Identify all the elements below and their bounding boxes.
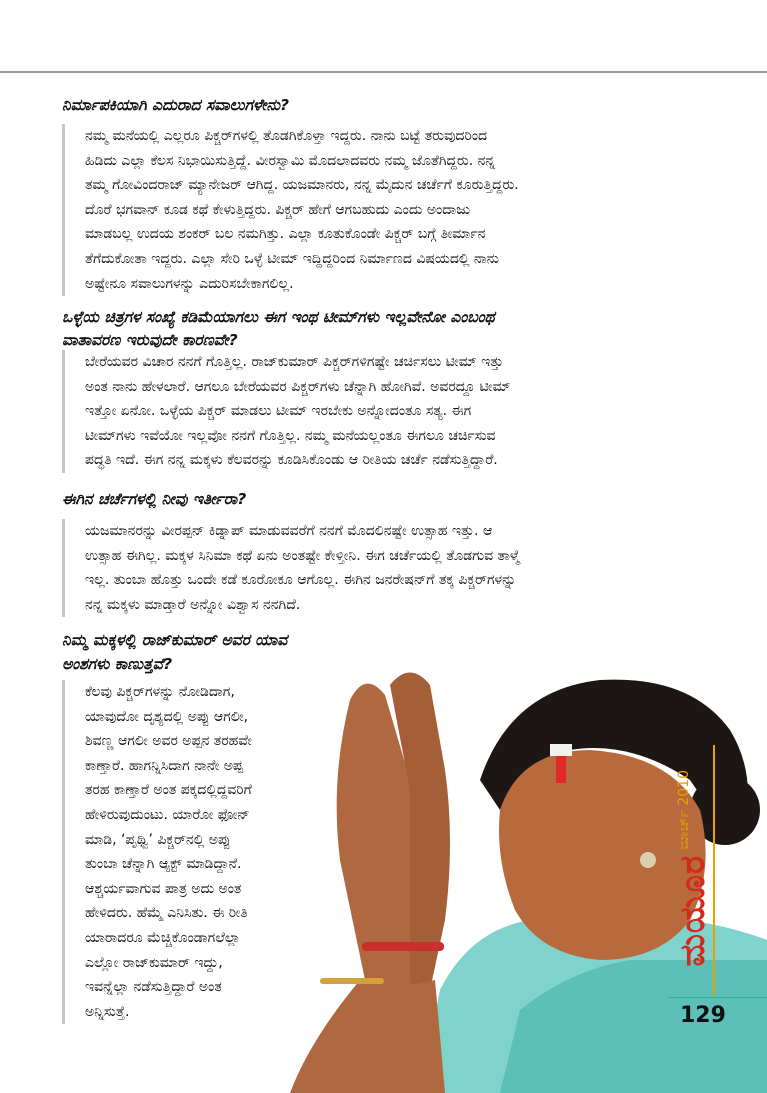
question-1: ನಿರ್ಮಾಪಕಿಯಾಗಿ ಎದುರಾದ ಸವಾಲುಗಳೇನು?: [62, 96, 290, 114]
question-2: ಒಳ್ಳೆಯ ಚಿತ್ರಗಳ ಸಂಖ್ಯೆ ಕಡಿಮೆಯಾಗಲು ಈಗ ಇಂಥ ಟೀಮ್‌ಗಳು ಇಲ್ಲವೇನೋ ಎಂಬಂಥ: [62, 308, 495, 326]
answer-line: ಯಜಮಾನರನ್ನು ವೀರಪ್ಪನ್ ಕಿಡ್ನಾಪ್ ಮಾಡುವವರೆಗೆ ನನಗೆ ಮೊದಲಿನಷ್ಟೇ ಉತ್ಸಾಹ ಇತ್ತು. ಆ: [85, 523, 493, 539]
question-3: ಈಗಿನ ಚರ್ಚೆಗಳಲ್ಲಿ ನೀವು ಇರ್ತೀರಾ?: [62, 490, 247, 508]
answer-line: ಇವನ್ನೆಲ್ಲಾ ನಡೆಸುತ್ತಿದ್ದಾರೆ ಅಂತ: [85, 979, 222, 996]
top-rule: [0, 71, 767, 73]
answer-line: ತಮ್ಮ ಗೋವಿಂದರಾಜ್ ಮ್ಯಾನೇಜರ್ ಆಗಿದ್ದ. ಯಜಮಾನರು, ನನ್ನ ಮೈದುನ ಚರ್ಚೆಗೆ ಕೂರುತ್ತಿದ್ದರು.: [85, 177, 519, 194]
accent-rule: [713, 745, 715, 995]
answer-line: ಟೀಮ್‌ಗಳು ಇವೆಯೋ ಇಲ್ಲವೋ ನನಗೆ ಗೊತ್ತಿಲ್ಲ. ನಮ್ಮ ಮನೆಯಲ್ಲಂತೂ ಈಗಲೂ ಚರ್ಚಿಸುವ: [85, 427, 496, 444]
answer-line: ಯಾರಾದರೂ ಮೆಚ್ಚಿಕೊಂಡಾಗಲೆಲ್ಲಾ: [85, 929, 241, 946]
answer-line: ಪದ್ಧತಿ ಇದೆ. ಈಗ ನನ್ನ ಮಕ್ಕಳು ಕೆಲವರನ್ನು ಕೂಡಿಸಿಕೊಂಡು ಆ ರೀತಿಯ ಚರ್ಚೆ ನಡೆಸುತ್ತಿದ್ದಾರೆ.: [85, 452, 498, 469]
question-4-cont: ಅಂಶಗಳು ಕಾಣುತ್ತವೆ?: [62, 655, 173, 673]
answer-line: ಇತ್ತೋ ಏನೋ. ಒಳ್ಳೆಯ ಪಿಕ್ಚರ್ ಮಾಡಲು ಟೀಮ್ ಇರಬೇಕು ಅನ್ನೋದಂತೂ ಸತ್ಯ. ಈಗ: [85, 403, 472, 420]
answer-line: ತೆಗೆದುಕೋತಾ ಇದ್ದರು. ಎಲ್ಲಾ ಸೇರಿ ಒಳ್ಳೆ ಟೀಮ್ ಇದ್ದಿದ್ದರಿಂದ ನಿರ್ಮಾಣದ ವಿಷಯದಲ್ಲಿ ನಾನು: [85, 250, 499, 267]
answer-line: ತರಹ ಕಾಣ್ತಾರೆ ಅಂತ ಪಕ್ಕದಲ್ಲಿದ್ದವರಿಗೆ: [85, 782, 252, 799]
answer-4: [62, 680, 385, 1024]
answer-line: ಅಷ್ಟೇನೂ ಸವಾಲುಗಳನ್ನು ಎದುರಿಸಬೇಕಾಗಲಿಲ್ಲ.: [85, 275, 294, 292]
answer-line: ಆಶ್ಚರ್ಯವಾಗುವ ಪಾತ್ರ ಅದು ಅಂತ: [85, 880, 242, 897]
answer-line: ತುಂಬಾ ಚೆನ್ನಾಗಿ ಆ್ಯಕ್ಟ್ ಮಾಡಿದ್ದಾನೆ.: [85, 856, 242, 873]
question-2-cont: ವಾತಾವರಣ ಇರುವುದೇ ಕಾರಣವೇ?: [62, 331, 238, 349]
answer-line: ಕೆಲವು ಪಿಕ್ಚರ್‌ಗಳನ್ನು ನೋಡಿದಾಗ,: [85, 684, 235, 700]
answer-line: ಅನ್ನಿಸುತ್ತೆ.: [85, 1003, 130, 1020]
answer-line: ನಮ್ಮ ಮನೆಯಲ್ಲಿ ಎಲ್ಲರೂ ಪಿಕ್ಚರ್‌ಗಳಲ್ಲಿ ತೊಡಗಿಕೊಳ್ತಾ ಇದ್ದರು. ನಾನು ಬಟ್ಟೆ ತರುವುದರಿಂದ: [85, 128, 488, 144]
answer-line: ಅಂತ ನಾನು ಹೇಳಲಾರೆ. ಆಗಲೂ ಬೇರೆಯವರ ಪಿಕ್ಚರ್‌ಗಳು ಚೆನ್ನಾಗಿ ಹೋಗಿವೆ. ಅವರದ್ದೂ ಟೀಮ್: [85, 378, 511, 395]
answer-line: ಮಾಡಬಲ್ಲ ಉದಯ ಶಂಕರ್ ಬಲ ನಮಗಿತ್ತು. ಎಲ್ಲಾ ಕೂತುಕೊಂಡೇ ಪಿಕ್ಚರ್ ಬಗ್ಗೆ ತೀರ್ಮಾನ: [85, 226, 486, 243]
footer-rule: [668, 997, 767, 998]
magazine-name: ಮಯೂರ: [673, 855, 713, 967]
answer-2: [62, 350, 685, 473]
page-number: 129: [680, 1003, 726, 1028]
answer-line: ಮಾಡಿ, ‘ಪೃಥ್ವಿ’ ಪಿಕ್ಚರ್‌ನಲ್ಲಿ ಅಪ್ಪು: [85, 831, 231, 848]
answer-line: ಉತ್ಸಾಹ ಈಗಿಲ್ಲ. ಮಕ್ಕಳ ಸಿನಿಮಾ ಕಥೆ ಏನು ಅಂತಷ್ಟೇ ಕೇಳ್ತೀನಿ. ಈಗ ಚರ್ಚೆಯಲ್ಲಿ ತೊಡಗುವ ತಾಳ್ಮೆ: [85, 547, 520, 564]
answer-1: [62, 124, 685, 296]
answer-3: [62, 519, 685, 617]
magazine-logo: [673, 855, 711, 990]
answer-line: ಇಲ್ಲ. ತುಂಬಾ ಹೊತ್ತು ಒಂದೇ ಕಡೆ ಕೂರೋಕೂ ಆಗೊಲ್ಲ. ಈಗಿನ ಜನರೇಷನ್‌ಗೆ ತಕ್ಕ ಪಿಕ್ಚರ್‌ಗಳನ್ನು: [85, 572, 517, 589]
issue-date: ಮಾರ್ಚ್ 2010: [676, 770, 692, 850]
answer-line: ಹೇಳಿರುವುದುಂಟು. ಯಾರೋ ಫೋನ್: [85, 806, 250, 823]
answer-line: ಕಾಣ್ತಾರೆ. ಹಾಗನ್ನಿಸಿದಾಗ ನಾನೇ ಅಪ್ಪ: [85, 757, 244, 774]
answer-line: ಎಲ್ಲೋ ರಾಜ್‌ಕುಮಾರ್ ಇದ್ದು,: [85, 954, 223, 971]
answer-line: ಯಾವುದೋ ದೃಶ್ಯದಲ್ಲಿ ಅಪ್ಪು ಆಗಲೀ,: [85, 708, 249, 725]
answer-line: ದೊರೆ ಭಗವಾನ್ ಕೂಡ ಕಥೆ ಕೇಳುತ್ತಿದ್ದರು. ಪಿಕ್ಚರ್ ಹೇಗೆ ಆಗಬಹುದು ಎಂದು ಅಂದಾಜು: [85, 201, 471, 218]
answer-line: ಬೇರೆಯವರ ವಿಚಾರ ನನಗೆ ಗೊತ್ತಿಲ್ಲ. ರಾಜ್‌ಕುಮಾರ್ ಪಿಕ್ಚರ್‌ಗಳಿಗಷ್ಟೇ ಚರ್ಚಿಸಲು ಟೀಮ್ ಇತ್ತು: [85, 354, 504, 370]
question-4: ನಿಮ್ಮ ಮಕ್ಕಳಲ್ಲಿ ರಾಜ್‌ಕುಮಾರ್ ಅವರ ಯಾವ: [62, 631, 288, 649]
answer-line: ನನ್ನ ಮಕ್ಕಳು ಮಾಡ್ತಾರೆ ಅನ್ನೋ ವಿಶ್ವಾಸ ನನಗಿದೆ.: [85, 596, 301, 613]
answer-line: ಹೇಳಿದರು. ಹೆಮ್ಮೆ ಎನಿಸಿತು. ಈ ರೀತಿ: [85, 905, 248, 922]
answer-line: ಹಿಡಿದು ಎಲ್ಲಾ ಕೆಲಸ ನಿಭಾಯಿಸುತ್ತಿದ್ದೆ. ವೀರಸ್ವಾಮಿ ಮೊದಲಾದವರು ನಮ್ಮ ಜೊತೆಗಿದ್ದರು. ನನ್ನ: [85, 152, 496, 169]
answer-line: ಶಿವಣ್ಣ ಆಗಲೀ ಅವರ ಅಪ್ಪನ ತರಹವೇ: [85, 733, 252, 750]
